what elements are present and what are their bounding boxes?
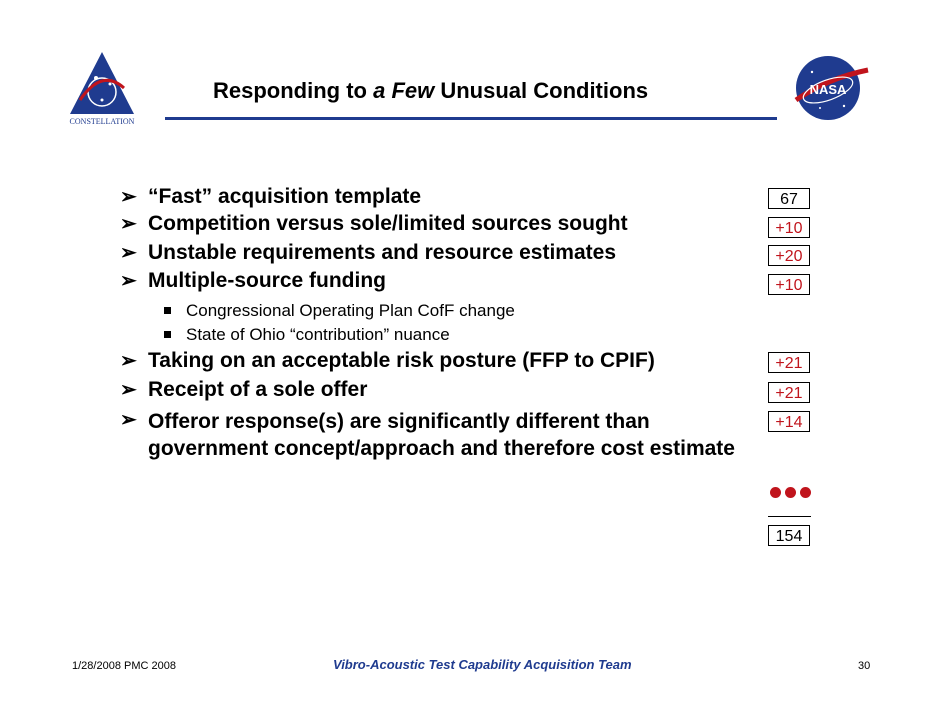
total-box: 154 (768, 525, 810, 546)
total-divider (768, 516, 811, 517)
value-box: +21 (768, 352, 810, 373)
arrow-bullet-icon: ➢ (120, 270, 137, 292)
title-underline (165, 117, 777, 120)
footer-team: Vibro-Acoustic Test Capability Acquisition Team (333, 657, 632, 672)
value-box: 67 (768, 188, 810, 209)
square-bullet-icon (164, 307, 171, 314)
arrow-bullet-icon: ➢ (120, 379, 137, 401)
value-box: +21 (768, 382, 810, 403)
arrow-bullet-icon: ➢ (120, 350, 137, 372)
value-box: +20 (768, 245, 810, 266)
nasa-logo-text: NASA (809, 82, 847, 97)
arrow-bullet-icon: ➢ (120, 409, 137, 431)
ellipsis-dots-icon (768, 487, 812, 499)
square-bullet-icon (164, 331, 171, 338)
value-box: +14 (768, 411, 810, 432)
arrow-bullet-icon: ➢ (120, 186, 137, 208)
constellation-logo (62, 48, 158, 128)
page-number: 30 (858, 660, 871, 672)
constellation-logo-text: CONSTELLATION (69, 117, 135, 126)
value-box: +10 (768, 274, 810, 295)
footer-date: 1/28/2008 PMC 2008 (72, 660, 176, 672)
page-title: Responding to a Few Unusual Conditions (213, 78, 649, 103)
arrow-bullet-icon: ➢ (120, 213, 137, 235)
nasa-logo (792, 48, 882, 128)
value-box: +10 (768, 217, 810, 238)
arrow-bullet-icon: ➢ (120, 242, 137, 264)
